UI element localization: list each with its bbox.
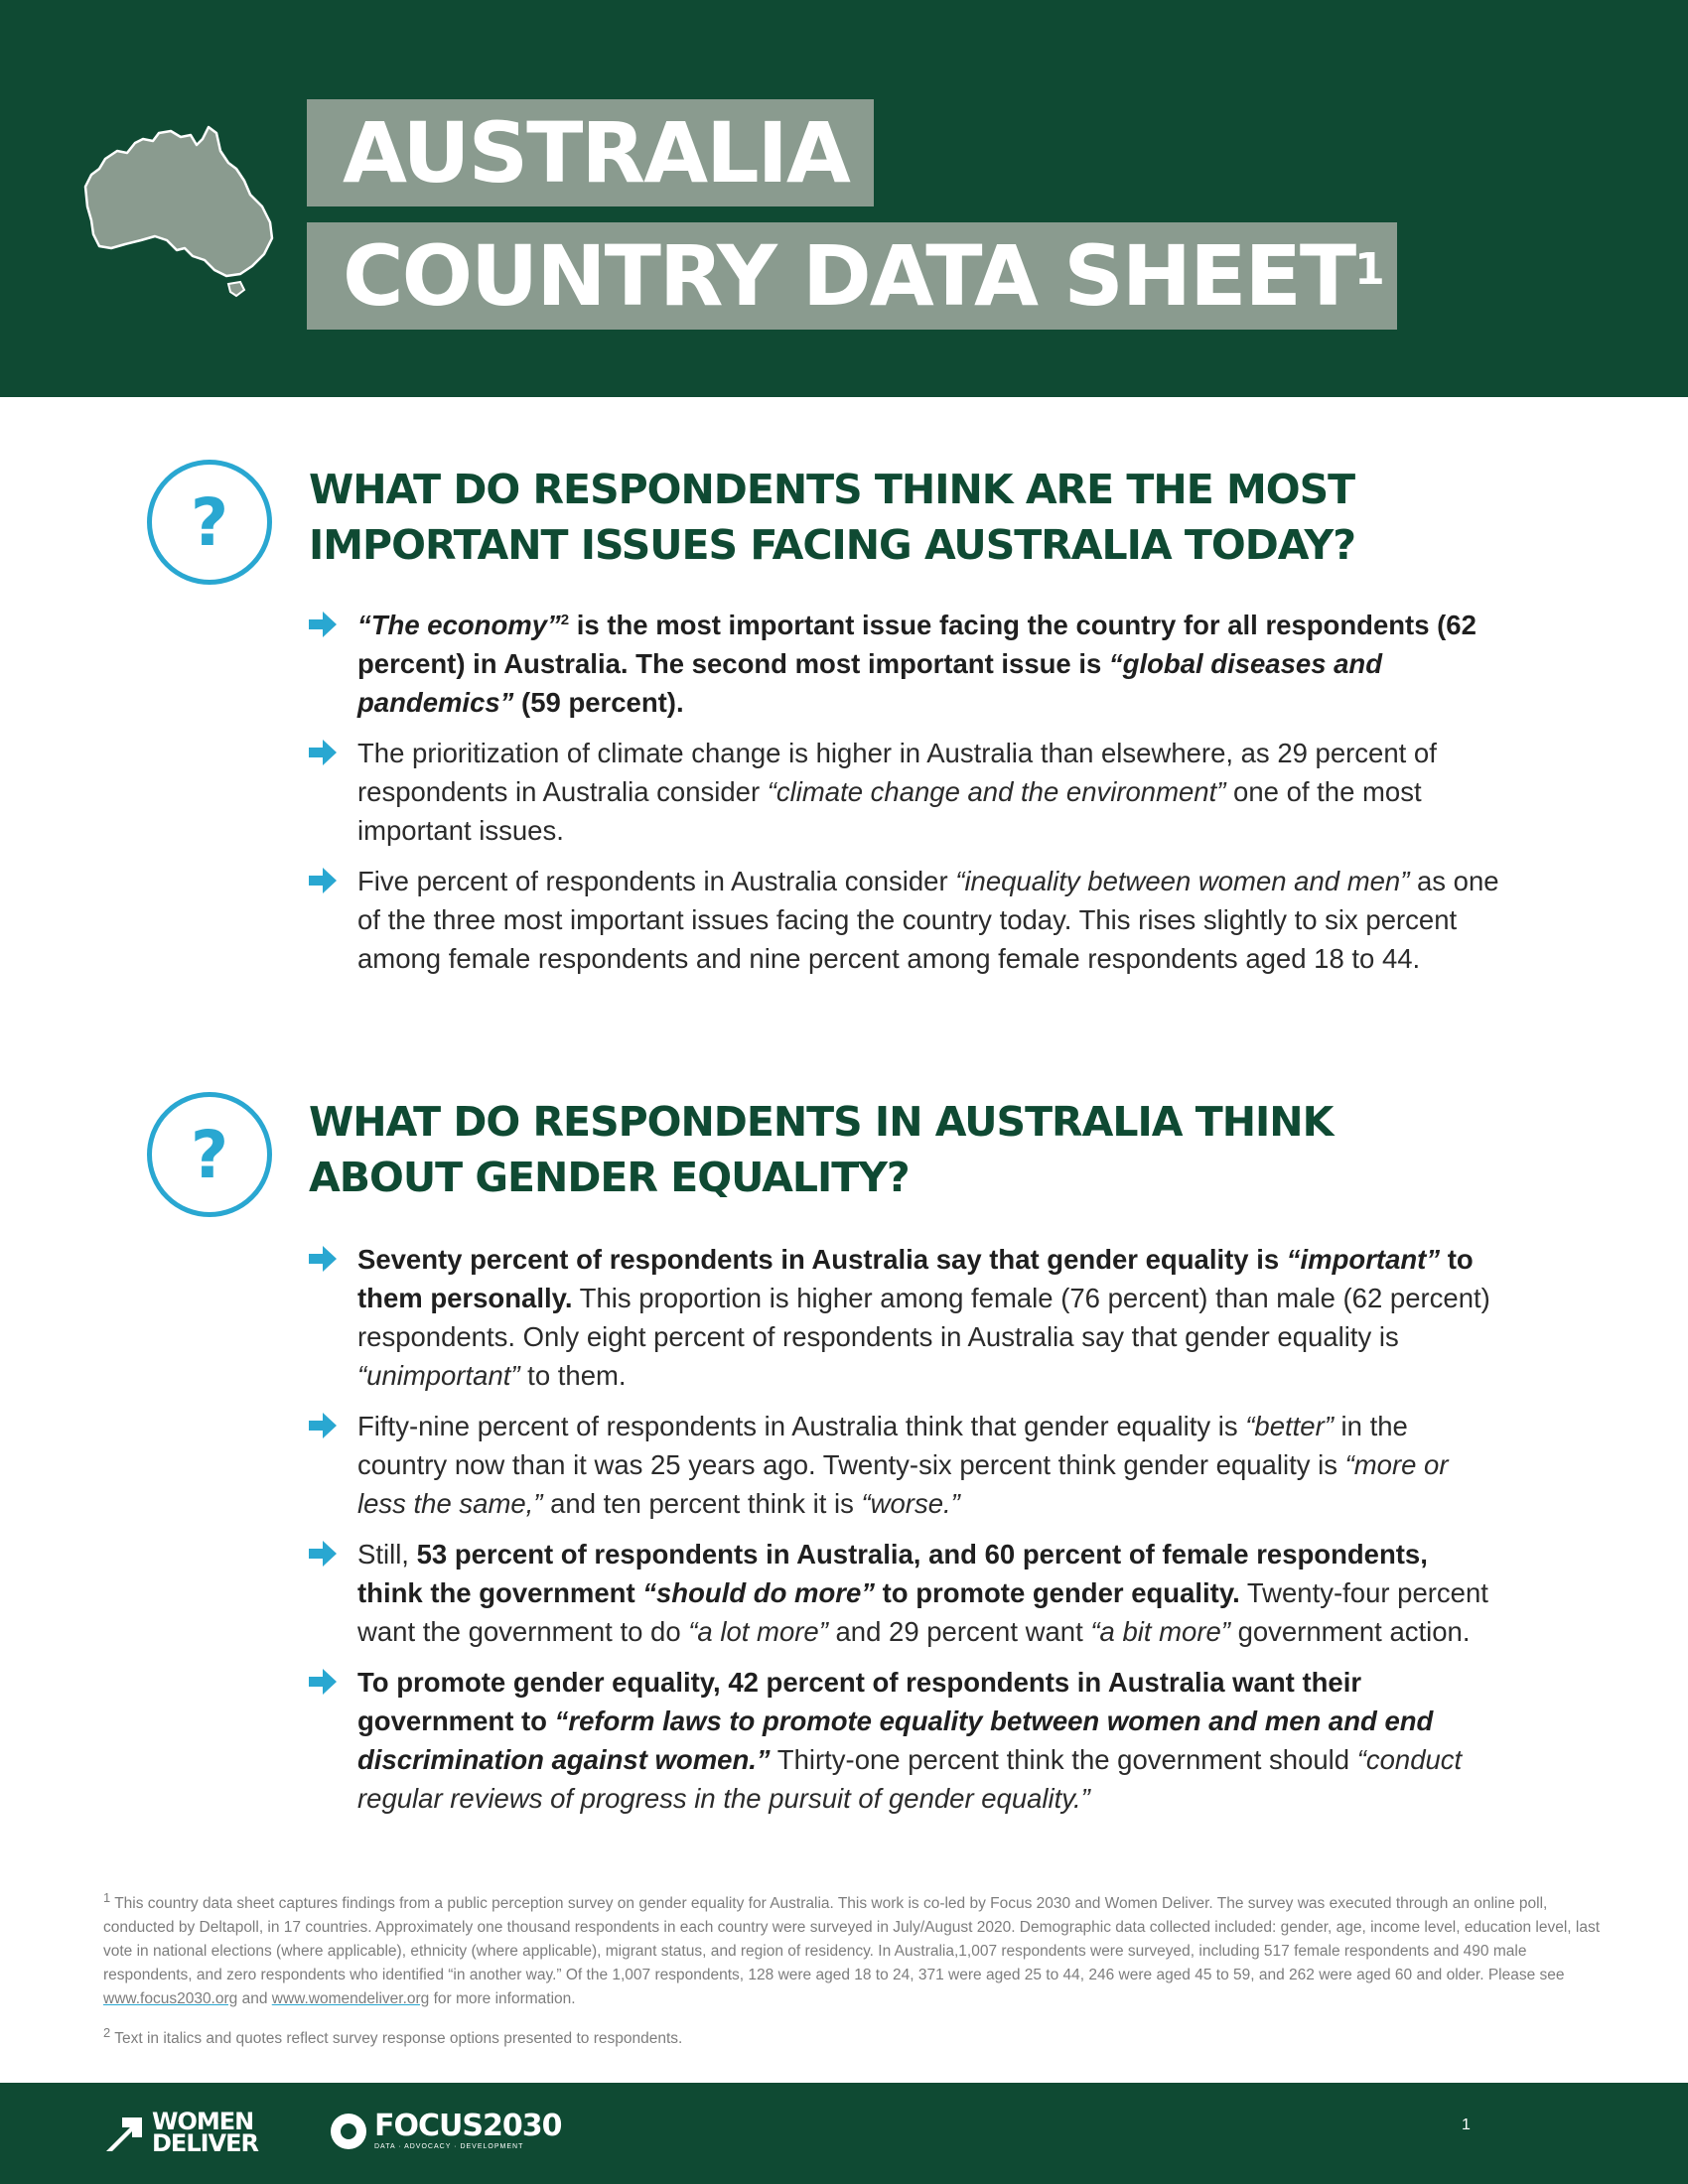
- focus2030-link[interactable]: www.focus2030.org: [103, 1990, 238, 2008]
- footer-bar: [0, 2083, 1688, 2184]
- arrow-right-icon: [309, 868, 337, 893]
- focus2030-circle-icon: [329, 2112, 368, 2151]
- focus2030-logo: FOCUS2030 DATA · ADVOCACY · DEVELOPMENT: [329, 2111, 561, 2151]
- title-country-data-sheet: COUNTRY DATA SHEET $^1$: [307, 222, 1397, 330]
- womendeliver-link[interactable]: www.womendeliver.org: [271, 1990, 430, 2008]
- footnotes: [103, 1886, 1603, 2061]
- list-item: Still, 53 percent of respondents in Australia, and 60 percent of female respondents, think the government “should do more” to promote gender equality. Twenty-four percent want the government to do “a lot more” and 29 percent want “a bit more” government action.: [309, 1535, 1500, 1651]
- important-issues-list: [309, 606, 1500, 990]
- question-mark-icon: ?: [147, 460, 272, 585]
- footnote-2: $^2$ Text in italics and quotes reflect survey response options presented to respondents.: [103, 2025, 683, 2048]
- list-item: Fifty-nine percent of respondents in Australia think that gender equality is “better” in the country now than it was 25 years ago. Twenty-six percent think gender equality is “more or less the same,” and ten percent think it is “worse.”: [309, 1407, 1500, 1523]
- arrow-right-icon: [309, 1413, 337, 1438]
- page-number: 1: [1462, 2116, 1471, 2133]
- section-heading-gender-equality: WHAT DO RESPONDENTS IN AUSTRALIA THINK ABOUT GENDER EQUALITY?: [309, 1098, 1334, 1201]
- section-heading-important-issues: WHAT DO RESPONDENTS THINK ARE THE MOST IMPORTANT ISSUES FACING AUSTRALIA TODAY?: [309, 466, 1356, 569]
- gender-equality-list: [309, 1240, 1500, 1830]
- title-footnote-ref: 1: [1354, 244, 1385, 295]
- list-item: “The economy”$^2$ is the most important issue facing the country for all respondents (62 percent) in Australia. The second most important issue is “global diseases and pandemics” (59 percent).: [309, 606, 1500, 722]
- arrow-right-icon: [309, 612, 337, 637]
- footnote-1: $^1$ This country data sheet captures findings from a public perception survey on gender equality for Australia. This work is co-led by Focus 2030 and Women Deliver. The survey was executed through an online poll, conducted by Deltapoll, in 17 countries. Approximately one thousand respondents in each country were surveyed in July/August 2020. Demographic data collected included: gender, age, income level, education level, last vote in national elections (where applicable), ethnicity (where applicable), migrant status, and region of residency. In Australia,1,007 respondents were surveyed, including 517 female respondents and 490 male respondents, and zero respondents who identified “in another way.” Of the 1,007 respondents, 128 were aged 18 to 24, 371 were aged 25 to 44, 246 were aged 45 to 59, and 262 were aged 60 and older. Please see www.focus2030.org and www.womendeliver.org for more information.: [103, 1890, 1601, 2008]
- list-item: To promote gender equality, 42 percent of respondents in Australia want their government to “reform laws to promote equality between women and men and end discrimination against women.” Thirty-one percent think the government should “conduct regular reviews of progress in the pursuit of gender equality.”: [309, 1663, 1500, 1818]
- arrow-right-icon: [309, 1669, 337, 1695]
- title-australia: AUSTRALIA: [307, 99, 874, 206]
- arrow-right-icon: [309, 1541, 337, 1567]
- header-banner: [0, 0, 1688, 397]
- australia-map-icon: [81, 125, 276, 300]
- arrow-right-icon: [309, 1246, 337, 1272]
- women-deliver-logo: WOMEN DELIVER: [104, 2111, 258, 2154]
- list-item: Seventy percent of respondents in Australia say that gender equality is “important” to them personally. This proportion is higher among female (76 percent) than male (62 percent) respondents. Only eight percent of respondents in Australia say that gender equality is “unimportant” to them.: [309, 1240, 1500, 1395]
- women-deliver-arrow-icon: [104, 2112, 148, 2153]
- arrow-right-icon: [309, 740, 337, 765]
- question-mark-icon: ?: [147, 1092, 272, 1217]
- list-item: The prioritization of climate change is higher in Australia than elsewhere, as 29 percent of respondents in Australia consider “climate change and the environment” one of the most important issues.: [309, 734, 1500, 850]
- list-item: Five percent of respondents in Australia consider “inequality between women and men” as one of the three most important issues facing the country today. This rises slightly to six percent among female respondents and nine percent among female respondents aged 18 to 44.: [309, 862, 1500, 978]
